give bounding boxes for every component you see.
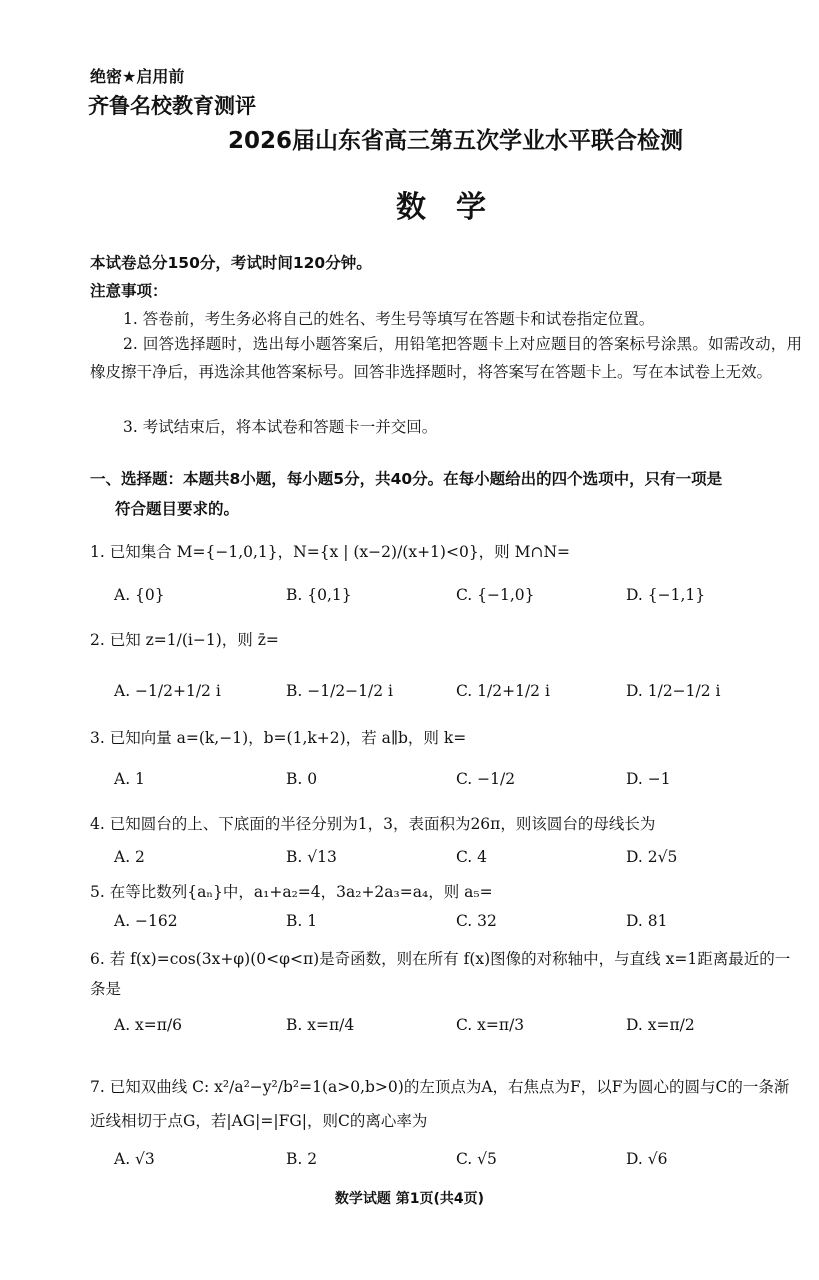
page-footer: 数学试题 第1页(共4页) <box>334 1191 485 1207</box>
q4-option-d: D. 2√5 <box>626 848 678 866</box>
q5-option-d: D. 81 <box>626 912 668 930</box>
q5-option-b: B. 1 <box>286 912 318 930</box>
q6-option-a: A. x=π/6 <box>114 1016 183 1034</box>
question-6: 6. 若 f(x)=cos(3x+φ)(0<φ<π)是奇函数，则在所有 f(x)图像的对称轴中，与直线 x=1距离最近的一条是 <box>90 950 791 998</box>
q1-option-a: A. {0} <box>114 586 165 604</box>
q7-option-d: D. √6 <box>626 1150 668 1168</box>
organizer-title: 齐鲁名校教育测评 <box>88 94 256 118</box>
q4-option-c: C. 4 <box>456 848 488 866</box>
q1-option-d: D. {−1,1} <box>626 586 706 604</box>
score-line: 本试卷总分150分，考试时间120分钟。 <box>90 254 372 272</box>
q2-option-b: B. −1/2−1/2 i <box>286 682 393 700</box>
q6-option-c: C. x=π/3 <box>456 1016 525 1034</box>
question-1: 1. 已知集合 M={−1,0,1}，N={x | (x−2)/(x+1)<0}，则 M∩N= <box>90 543 571 561</box>
q3-option-d: D. −1 <box>626 770 671 788</box>
notice-item-1: 1. 答卷前，考生务必将自己的姓名、考生号等填写在答题卡和试卷指定位置。 <box>123 310 655 328</box>
subject-title: 数学 <box>396 190 516 225</box>
q3-option-c: C. −1/2 <box>456 770 516 788</box>
q6-option-b: B. x=π/4 <box>286 1016 355 1034</box>
question-5: 5. 在等比数列{aₙ}中，a₁+a₂=4，3a₂+2a₃=a₄，则 a₅= <box>90 883 493 901</box>
q2-option-a: A. −1/2+1/2 i <box>114 682 221 700</box>
q7-option-b: B. 2 <box>286 1150 318 1168</box>
q2-option-c: C. 1/2+1/2 i <box>456 682 550 700</box>
q4-option-a: A. 2 <box>114 848 145 866</box>
q5-option-a: A. −162 <box>114 912 178 930</box>
q3-option-a: A. 1 <box>114 770 145 788</box>
question-2: 2. 已知 z=1/(i−1)，则 z̄= <box>90 631 279 649</box>
q1-option-b: B. {0,1} <box>286 586 352 604</box>
q4-option-b: B. √13 <box>286 848 337 866</box>
q6-option-d: D. x=π/2 <box>626 1016 695 1034</box>
question-7: 7. 已知双曲线 C: x²/a²−y²/b²=1(a>0,b>0)的左顶点为A，右焦点为F，以F为圆心的圆与C的一条渐近线相切于点G，若|AG|=|FG|，则C的离心率为 <box>90 1078 790 1130</box>
section1-title-cont: 符合题目要求的。 <box>115 500 240 518</box>
notice-title: 注意事项： <box>90 282 168 300</box>
question-3: 3. 已知向量 a=(k,−1)，b=(1,k+2)，若 a∥b，则 k= <box>90 729 467 747</box>
q5-option-c: C. 32 <box>456 912 497 930</box>
q7-option-c: C. √5 <box>456 1150 497 1168</box>
notice-item-2: 2. 回答选择题时，选出每小题答案后，用铅笔把答题卡上对应题目的答案标号涂黑。如需改动，用橡皮擦干净后，再选涂其他答案标号。回答非选择题时，将答案写在答题卡上。写在本试卷上无效。 <box>90 335 802 381</box>
notice-item-3: 3. 考试结束后，将本试卷和答题卡一并交回。 <box>123 418 438 436</box>
section1-title: 一、选择题：本题共8小题，每小题5分，共40分。在每小题给出的四个选项中，只有一项是 <box>90 470 723 488</box>
question-4: 4. 已知圆台的上、下底面的半径分别为1，3，表面积为26π，则该圆台的母线长为 <box>90 815 656 833</box>
exam-title: 2026届山东省高三第五次学业水平联合检测 <box>228 128 684 154</box>
q2-option-d: D. 1/2−1/2 i <box>626 682 721 700</box>
q3-option-b: B. 0 <box>286 770 318 788</box>
confidential-label: 绝密★启用前 <box>90 67 185 86</box>
q1-option-c: C. {−1,0} <box>456 586 535 604</box>
q7-option-a: A. √3 <box>114 1150 155 1168</box>
